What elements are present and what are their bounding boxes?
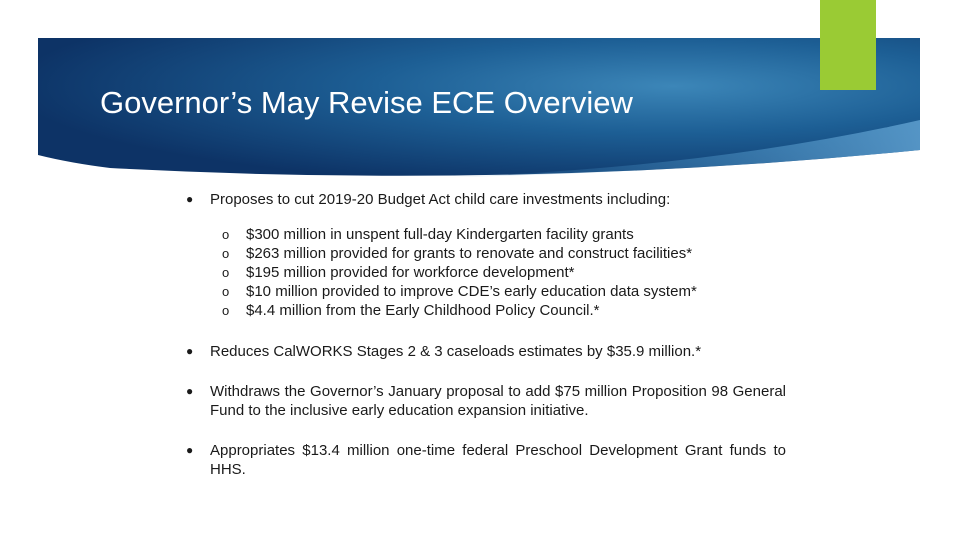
circle-bullet-icon: o [222, 227, 230, 242]
circle-bullet-icon: o [222, 284, 230, 299]
bullet-item [186, 342, 786, 361]
circle-bullet-icon: o [222, 303, 230, 318]
sub-item-text: $195 million provided for workforce development* [246, 264, 575, 281]
sub-item-text: $263 million provided for grants to renovate and construct facilities* [246, 245, 693, 262]
sub-item [222, 244, 786, 263]
bullet-dot-icon: ● [186, 192, 194, 206]
sub-item-text: $4.4 million from the Early Childhood Policy Council.* [246, 302, 600, 319]
bullet-dot-icon: ● [186, 443, 194, 457]
sub-item-text: $300 million in unspent full-day Kindergarten facility grants [246, 226, 634, 243]
circle-bullet-icon: o [222, 265, 230, 280]
accent-tab [820, 0, 876, 90]
bullet-text: Withdraws the Governor’s January proposal to add $75 million Proposition 98 General Fund to the inclusive early education expansion initiative. [210, 383, 786, 419]
bullet-dot-icon: ● [186, 384, 194, 398]
bullet-item [186, 441, 786, 479]
bullet-text: Reduces CalWORKS Stages 2 & 3 caseloads estimates by $35.9 million.* [210, 343, 702, 360]
circle-bullet-icon: o [222, 246, 230, 261]
slide-title: Governor’s May Revise ECE Overview [100, 85, 633, 120]
bullet-text: Appropriates $13.4 million one-time federal Preschool Development Grant funds to HHS. [210, 442, 786, 478]
bullet-dot-icon: ● [186, 344, 194, 358]
sub-item [222, 301, 786, 320]
sub-list [186, 225, 786, 320]
sub-item [222, 263, 786, 282]
sub-item-text: $10 million provided to improve CDE’s early education data system* [246, 283, 697, 300]
bullet-text: Proposes to cut 2019-20 Budget Act child care investments including: [210, 191, 671, 208]
sub-item [222, 282, 786, 301]
sub-item [222, 225, 786, 244]
bullet-item [186, 190, 786, 209]
bullet-item [186, 382, 786, 420]
slide-content [186, 190, 786, 479]
